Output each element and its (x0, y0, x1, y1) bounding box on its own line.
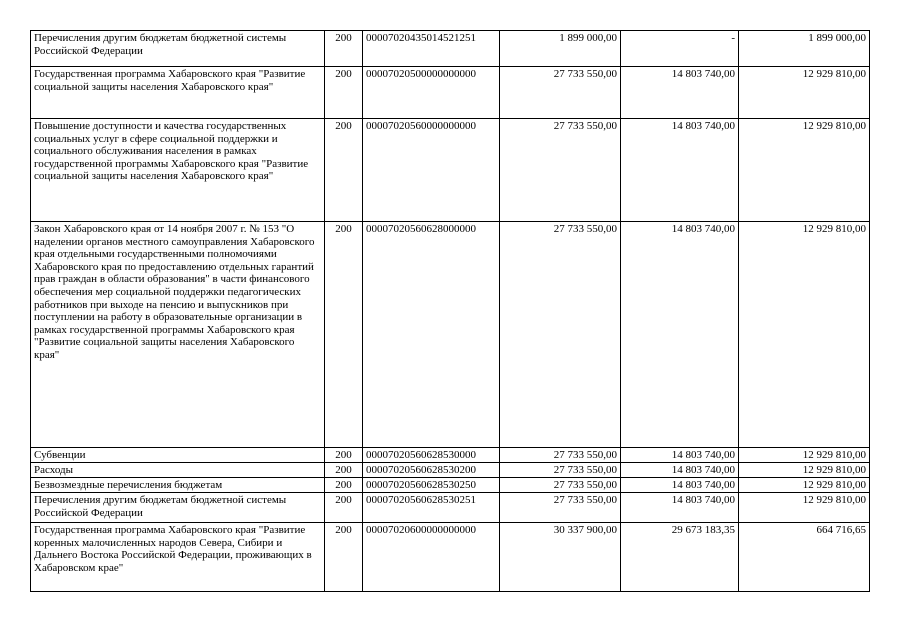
row-admin-code-cell: 200 (325, 523, 363, 592)
row-admin-code-cell: 200 (325, 222, 363, 448)
row-class-code-cell: 00007020560000000000 (363, 119, 500, 222)
row-name-cell: Закон Хабаровского края от 14 ноября 2007 г. № 153 "О наделении органов местного самоуправления Хабаровского края отдельными государственными полномочиями Хабаровского края по предоставлению отдельных гарантий прав граждан в области образования" в части финансового обеспечения мер социальной поддержки педагогических работников при выходе на пенсию и выпускников при поступлении на работу в образовательные организации в рамках государственной программы Хабаровского края "Развитие социальной защиты населения Хабаровского края" (31, 222, 325, 448)
row-name-cell: Перечисления другим бюджетам бюджетной системы Российской Федерации (31, 31, 325, 67)
row-unexecuted-cell: 12 929 810,00 (739, 493, 870, 523)
row-class-code-cell: 00007020560628530000 (363, 448, 500, 463)
table-row (31, 222, 870, 448)
table-row (31, 119, 870, 222)
row-executed-cell: 14 803 740,00 (621, 448, 739, 463)
row-name-cell: Безвозмездные перечисления бюджетам (31, 478, 325, 493)
row-approved-cell: 27 733 550,00 (500, 478, 621, 493)
table-row (31, 478, 870, 493)
row-class-code-cell: 00007020435014521251 (363, 31, 500, 67)
table-row (31, 31, 870, 67)
row-approved-cell: 27 733 550,00 (500, 463, 621, 478)
row-executed-cell: 14 803 740,00 (621, 493, 739, 523)
row-executed-cell: 14 803 740,00 (621, 463, 739, 478)
row-approved-cell: 27 733 550,00 (500, 67, 621, 119)
row-approved-cell: 27 733 550,00 (500, 119, 621, 222)
row-class-code-cell: 00007020500000000000 (363, 67, 500, 119)
row-name-cell: Перечисления другим бюджетам бюджетной системы Российской Федерации (31, 493, 325, 523)
row-unexecuted-cell: 1 899 000,00 (739, 31, 870, 67)
row-unexecuted-cell: 12 929 810,00 (739, 67, 870, 119)
row-approved-cell: 27 733 550,00 (500, 493, 621, 523)
row-executed-cell: 14 803 740,00 (621, 119, 739, 222)
row-unexecuted-cell: 12 929 810,00 (739, 448, 870, 463)
table-row (31, 67, 870, 119)
row-name-cell: Государственная программа Хабаровского края "Развитие социальной защиты населения Хабаровского края" (31, 67, 325, 119)
table-body (31, 31, 870, 592)
row-admin-code-cell: 200 (325, 478, 363, 493)
row-executed-cell: 14 803 740,00 (621, 222, 739, 448)
budget-expenditure-table (30, 30, 870, 592)
row-admin-code-cell: 200 (325, 31, 363, 67)
row-admin-code-cell: 200 (325, 67, 363, 119)
row-class-code-cell: 00007020600000000000 (363, 523, 500, 592)
table-row (31, 463, 870, 478)
row-unexecuted-cell: 12 929 810,00 (739, 222, 870, 448)
row-approved-cell: 1 899 000,00 (500, 31, 621, 67)
table-row (31, 448, 870, 463)
row-name-cell: Государственная программа Хабаровского края "Развитие коренных малочисленных народов Севера, Сибири и Дальнего Востока Российской Федерации, проживающих в Хабаровском крае" (31, 523, 325, 592)
row-unexecuted-cell: 12 929 810,00 (739, 463, 870, 478)
row-approved-cell: 27 733 550,00 (500, 448, 621, 463)
row-executed-cell: 14 803 740,00 (621, 67, 739, 119)
table-row (31, 493, 870, 523)
row-unexecuted-cell: 12 929 810,00 (739, 478, 870, 493)
row-admin-code-cell: 200 (325, 493, 363, 523)
row-unexecuted-cell: 664 716,65 (739, 523, 870, 592)
row-unexecuted-cell: 12 929 810,00 (739, 119, 870, 222)
row-admin-code-cell: 200 (325, 119, 363, 222)
row-executed-cell: - (621, 31, 739, 67)
row-admin-code-cell: 200 (325, 463, 363, 478)
table-row (31, 523, 870, 592)
row-class-code-cell: 00007020560628530251 (363, 493, 500, 523)
row-approved-cell: 30 337 900,00 (500, 523, 621, 592)
row-name-cell: Субвенции (31, 448, 325, 463)
row-executed-cell: 14 803 740,00 (621, 478, 739, 493)
row-name-cell: Повышение доступности и качества государственных социальных услуг в сфере социальной поддержки и социального обслуживания населения в рамках государственной программы Хабаровского края "Развитие социальной защиты населения Хабаровского края" (31, 119, 325, 222)
row-class-code-cell: 00007020560628530250 (363, 478, 500, 493)
row-approved-cell: 27 733 550,00 (500, 222, 621, 448)
row-name-cell: Расходы (31, 463, 325, 478)
row-class-code-cell: 00007020560628530200 (363, 463, 500, 478)
row-class-code-cell: 00007020560628000000 (363, 222, 500, 448)
row-executed-cell: 29 673 183,35 (621, 523, 739, 592)
row-admin-code-cell: 200 (325, 448, 363, 463)
